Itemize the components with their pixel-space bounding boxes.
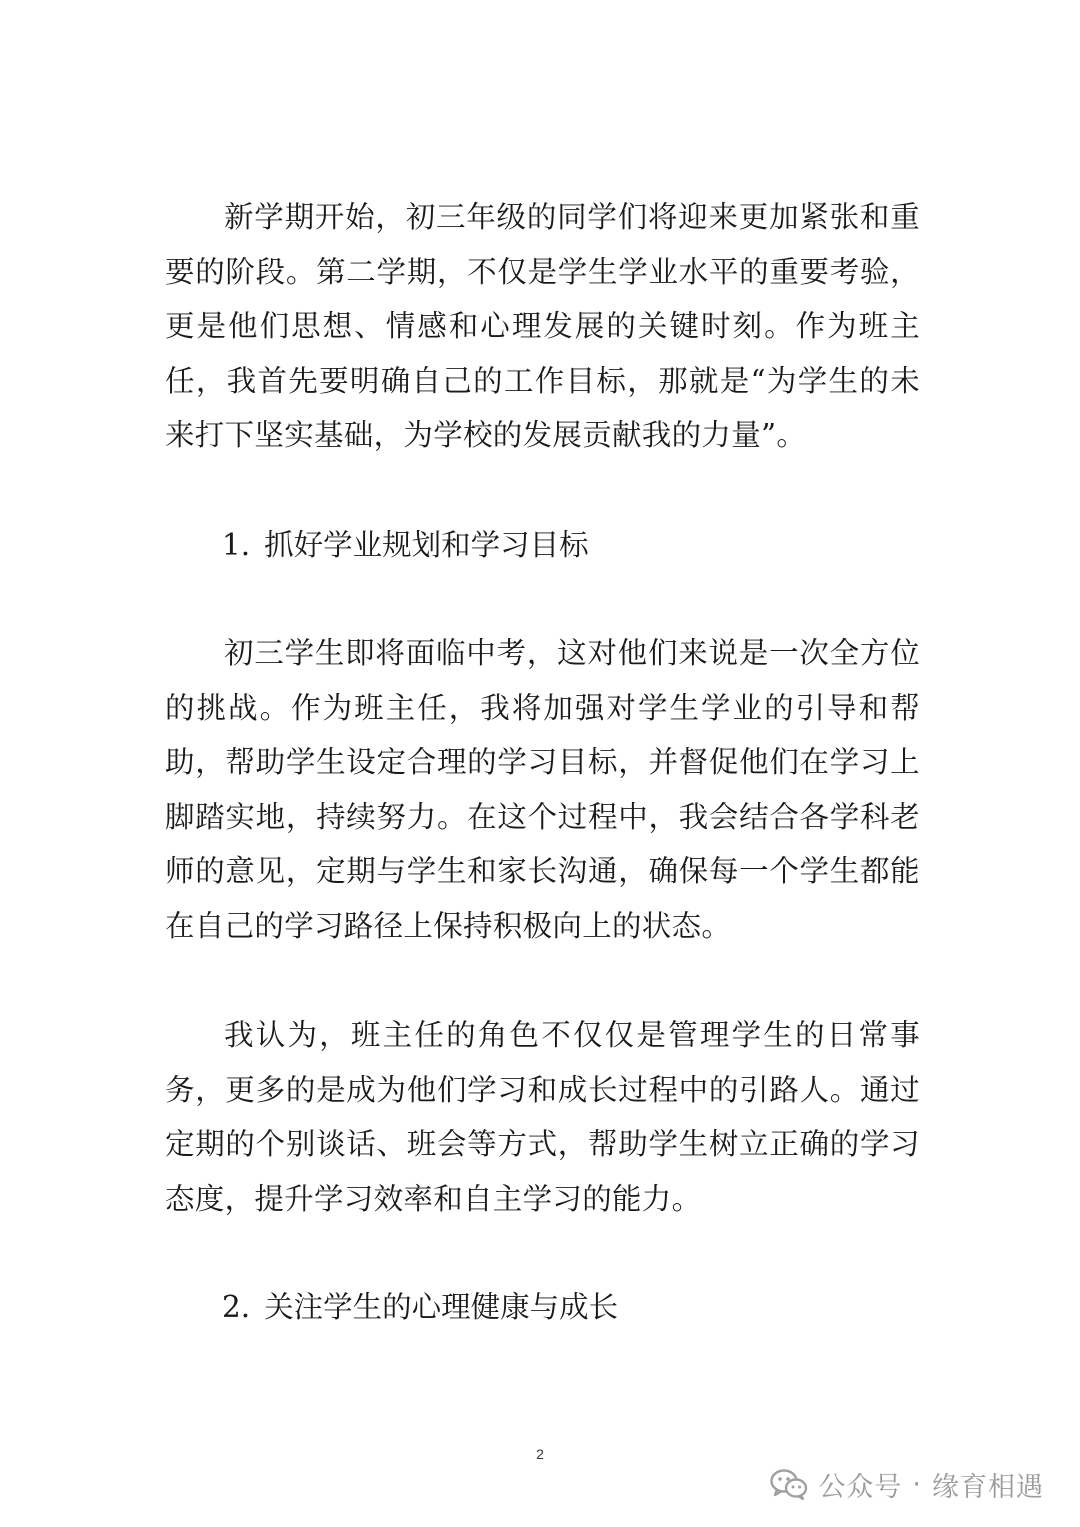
intro-paragraph: 新学期开始，初三年级的同学们将迎来更加紧张和重要的阶段。第二学期，不仅是学生学业水平的重要考验，更是他们思想、情感和心理发展的关键时刻。作为班主任，我首先要明确自己的工作目标，那就是“为学生的未来打下坚实基础，为学校的发展贡献我的力量”。	[165, 200, 920, 453]
section-number: 1.	[222, 528, 251, 562]
watermark-account: 缘育相遇	[932, 1471, 1044, 1503]
wechat-icon	[770, 1468, 808, 1500]
watermark-platform: 公众号	[818, 1471, 903, 1503]
body-paragraph: 我认为，班主任的角色不仅仅是管理学生的日常事务，更多的是成为他们学习和成长过程中的引路人。通过定期的个别谈话、班会等方式，帮助学生树立正确的学习态度，提升学习效率和自主学习的能力。	[165, 1018, 920, 1216]
body-paragraph: 初三学生即将面临中考，这对他们来说是一次全方位的挑战。作为班主任，我将加强对学生学业的引导和帮助，帮助学生设定合理的学习目标，并督促他们在学习上脚踏实地，持续努力。在这个过程中，我会结合各学科老师的意见，定期与学生和家长沟通，确保每一个学生都能在自己的学习路径上保持积极向上的状态。	[165, 636, 920, 943]
section-number: 2.	[222, 1290, 251, 1324]
watermark	[770, 1462, 1044, 1506]
section-title: 关注学生的心理健康与成长	[264, 1290, 619, 1324]
section-heading-2	[222, 1280, 618, 1334]
watermark-separator: ·	[912, 1468, 922, 1500]
page-number: 2	[536, 1446, 544, 1462]
section-title: 抓好学业规划和学习目标	[264, 528, 589, 562]
section-heading-1	[222, 518, 589, 572]
